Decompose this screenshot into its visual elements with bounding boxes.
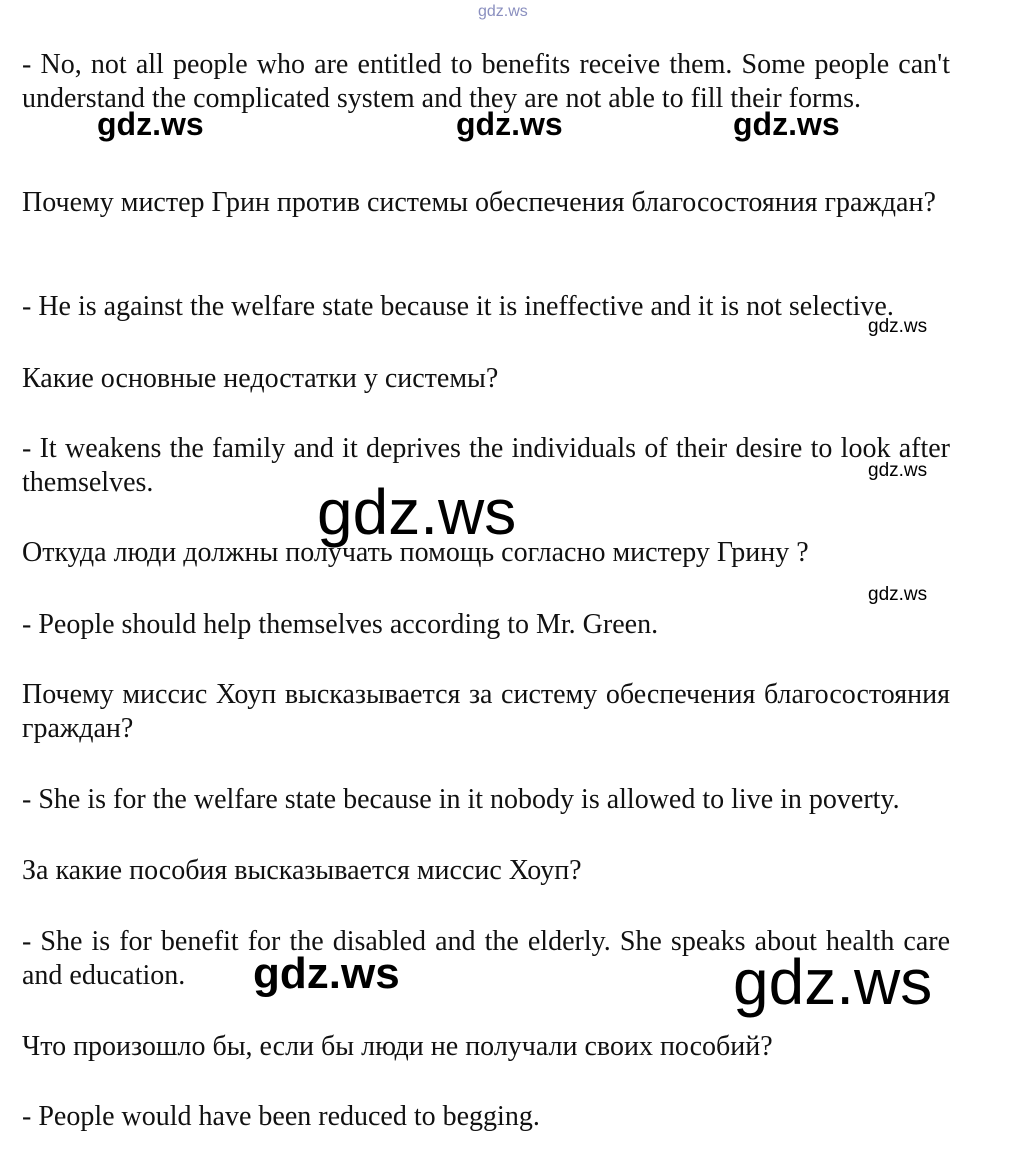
- question-paragraph: Откуда люди должны получать помощь согласно мистеру Грину ?: [22, 537, 809, 568]
- watermark: gdz.ws: [97, 106, 204, 142]
- watermark: gdz.ws: [253, 949, 400, 998]
- watermark: gdz.ws: [868, 316, 928, 337]
- watermark: gdz.ws: [478, 3, 528, 20]
- answer-paragraph: - She is for the welfare state because in it nobody is allowed to live in poverty.: [22, 784, 900, 815]
- answer-paragraph: - People should help themselves according to Mr. Green.: [22, 609, 659, 640]
- question-paragraph: Что произошло бы, если бы люди не получали своих пособий?: [22, 1031, 773, 1062]
- watermark: gdz.ws: [317, 476, 517, 548]
- question-paragraph: За какие пособия высказывается миссис Хоуп?: [22, 855, 582, 886]
- watermark: gdz.ws: [733, 106, 840, 142]
- question-paragraph: Почему миссис Хоуп высказывается за систему обеспечения благосостояния граждан?: [22, 679, 950, 744]
- watermark: gdz.ws: [456, 106, 563, 142]
- answer-paragraph: - He is against the welfare state because it is ineffective and it is not selective.: [22, 291, 894, 322]
- question-paragraph: Почему мистер Грин против системы обеспечения благосостояния граждан?: [22, 187, 936, 218]
- watermark: gdz.ws: [868, 584, 928, 605]
- watermark: gdz.ws: [868, 460, 928, 481]
- answer-paragraph: - No, not all people who are entitled to benefits receive them. Some people can't understand the complicated system and they are not able to fill their forms.: [22, 49, 950, 114]
- question-paragraph: Какие основные недостатки у системы?: [22, 363, 499, 394]
- answer-paragraph: - People would have been reduced to begging.: [22, 1101, 540, 1132]
- answer-paragraph: - She is for benefit for the disabled and the elderly. She speaks about health care and education.: [22, 926, 950, 991]
- watermark: gdz.ws: [733, 946, 933, 1018]
- answer-paragraph: - It weakens the family and it deprives the individuals of their desire to look after themselves.: [22, 433, 950, 498]
